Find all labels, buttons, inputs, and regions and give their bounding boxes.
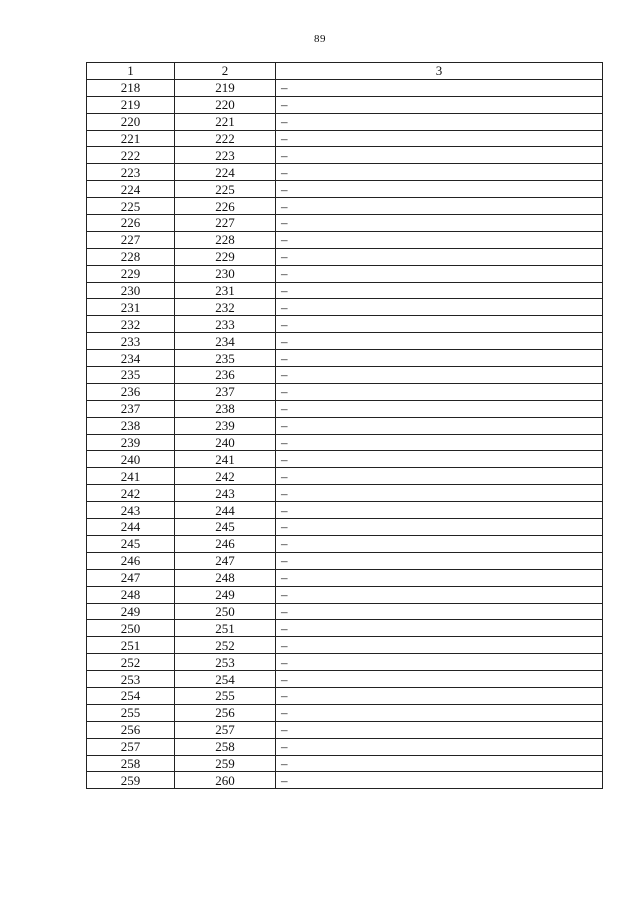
- table-cell-col-1: 221: [87, 130, 175, 147]
- table-cell-col-1: 223: [87, 164, 175, 181]
- table-cell-col-2: 256: [175, 704, 276, 721]
- table-cell-col-1: 225: [87, 198, 175, 215]
- table-cell-col-1: 259: [87, 772, 175, 789]
- data-table: [86, 62, 603, 789]
- table-cell-col-1: 244: [87, 519, 175, 536]
- table-cell-col-2: 239: [175, 417, 276, 434]
- table-cell-col-2: 243: [175, 485, 276, 502]
- table-cell-col-3: –: [276, 451, 603, 468]
- table-header-row: [87, 63, 603, 80]
- table-cell-col-2: 259: [175, 755, 276, 772]
- table-cell-col-3: –: [276, 637, 603, 654]
- table-row: [87, 350, 603, 367]
- table-row: [87, 198, 603, 215]
- table-cell-col-2: 219: [175, 79, 276, 96]
- table-cell-col-2: 226: [175, 198, 276, 215]
- table-row: [87, 721, 603, 738]
- table-row: [87, 485, 603, 502]
- table-cell-col-3: –: [276, 79, 603, 96]
- table-cell-col-2: 220: [175, 96, 276, 113]
- table-cell-col-1: 220: [87, 113, 175, 130]
- table-cell-col-2: 254: [175, 671, 276, 688]
- table-cell-col-1: 238: [87, 417, 175, 434]
- table-row: [87, 113, 603, 130]
- table-cell-col-1: 248: [87, 586, 175, 603]
- table-cell-col-3: –: [276, 704, 603, 721]
- table-row: [87, 654, 603, 671]
- table-cell-col-3: –: [276, 367, 603, 384]
- table-cell-col-3: –: [276, 738, 603, 755]
- table-cell-col-3: –: [276, 400, 603, 417]
- table-cell-col-1: 233: [87, 333, 175, 350]
- table-cell-col-1: 254: [87, 687, 175, 704]
- table-cell-col-1: 242: [87, 485, 175, 502]
- table-row: [87, 299, 603, 316]
- table-cell-col-2: 249: [175, 586, 276, 603]
- table-cell-col-1: 218: [87, 79, 175, 96]
- table-cell-col-3: –: [276, 248, 603, 265]
- table-row: [87, 333, 603, 350]
- table-cell-col-3: –: [276, 282, 603, 299]
- table-cell-col-2: 255: [175, 687, 276, 704]
- table-cell-col-1: 222: [87, 147, 175, 164]
- table-cell-col-3: –: [276, 113, 603, 130]
- table-cell-col-3: –: [276, 721, 603, 738]
- table-cell-col-3: –: [276, 350, 603, 367]
- table-cell-col-1: 246: [87, 552, 175, 569]
- table-cell-col-3: –: [276, 603, 603, 620]
- table-cell-col-2: 253: [175, 654, 276, 671]
- table-cell-col-3: –: [276, 552, 603, 569]
- table-row: [87, 316, 603, 333]
- table-cell-col-2: 247: [175, 552, 276, 569]
- table-cell-col-2: 241: [175, 451, 276, 468]
- table-row: [87, 417, 603, 434]
- table-cell-col-1: 227: [87, 231, 175, 248]
- table-cell-col-1: 256: [87, 721, 175, 738]
- table-cell-col-1: 245: [87, 535, 175, 552]
- table-cell-col-3: –: [276, 265, 603, 282]
- table-row: [87, 603, 603, 620]
- table-cell-col-3: –: [276, 316, 603, 333]
- table-cell-col-2: 246: [175, 535, 276, 552]
- table-cell-col-1: 236: [87, 383, 175, 400]
- table-cell-col-3: –: [276, 519, 603, 536]
- table-cell-col-1: 241: [87, 468, 175, 485]
- table-row: [87, 181, 603, 198]
- table-cell-col-2: 238: [175, 400, 276, 417]
- table-cell-col-1: 235: [87, 367, 175, 384]
- table-row: [87, 586, 603, 603]
- table-row: [87, 468, 603, 485]
- table-row: [87, 96, 603, 113]
- table-cell-col-3: –: [276, 231, 603, 248]
- table-row: [87, 569, 603, 586]
- table-row: [87, 620, 603, 637]
- table-cell-col-3: –: [276, 181, 603, 198]
- table-cell-col-3: –: [276, 586, 603, 603]
- table-cell-col-2: 224: [175, 164, 276, 181]
- table-cell-col-2: 248: [175, 569, 276, 586]
- table-cell-col-3: –: [276, 130, 603, 147]
- table-cell-col-2: 260: [175, 772, 276, 789]
- table-cell-col-3: –: [276, 468, 603, 485]
- table-row: [87, 400, 603, 417]
- table-row: [87, 79, 603, 96]
- table-cell-col-1: 226: [87, 215, 175, 232]
- table-row: [87, 738, 603, 755]
- table-cell-col-3: –: [276, 333, 603, 350]
- table-cell-col-2: 258: [175, 738, 276, 755]
- table-cell-col-1: 249: [87, 603, 175, 620]
- table-row: [87, 383, 603, 400]
- table-row: [87, 248, 603, 265]
- table-cell-col-1: 229: [87, 265, 175, 282]
- table-cell-col-2: 235: [175, 350, 276, 367]
- table-cell-col-2: 230: [175, 265, 276, 282]
- table-cell-col-1: 232: [87, 316, 175, 333]
- table-cell-col-3: –: [276, 569, 603, 586]
- table-row: [87, 637, 603, 654]
- table-header: [87, 63, 603, 80]
- page-number: 89: [314, 33, 326, 45]
- table-cell-col-1: 257: [87, 738, 175, 755]
- table-cell-col-2: 251: [175, 620, 276, 637]
- table-cell-col-3: –: [276, 755, 603, 772]
- table-cell-col-2: 236: [175, 367, 276, 384]
- table-row: [87, 552, 603, 569]
- column-header-2: 2: [175, 63, 276, 80]
- table-cell-col-3: –: [276, 502, 603, 519]
- table-row: [87, 519, 603, 536]
- table-cell-col-2: 229: [175, 248, 276, 265]
- column-header-1: 1: [87, 63, 175, 80]
- table-row: [87, 704, 603, 721]
- table-row: [87, 130, 603, 147]
- table-cell-col-2: 257: [175, 721, 276, 738]
- table-cell-col-2: 234: [175, 333, 276, 350]
- table-cell-col-2: 225: [175, 181, 276, 198]
- table-cell-col-3: –: [276, 299, 603, 316]
- table-row: [87, 451, 603, 468]
- table-row: [87, 215, 603, 232]
- table-cell-col-1: 240: [87, 451, 175, 468]
- table-row: [87, 367, 603, 384]
- table-cell-col-1: 255: [87, 704, 175, 721]
- table-cell-col-1: 250: [87, 620, 175, 637]
- table-cell-col-2: 232: [175, 299, 276, 316]
- table-cell-col-2: 227: [175, 215, 276, 232]
- table-cell-col-1: 231: [87, 299, 175, 316]
- table-row: [87, 265, 603, 282]
- table-cell-col-1: 252: [87, 654, 175, 671]
- table-cell-col-2: 245: [175, 519, 276, 536]
- table-row: [87, 772, 603, 789]
- table-cell-col-3: –: [276, 198, 603, 215]
- table-cell-col-2: 228: [175, 231, 276, 248]
- column-header-3: 3: [276, 63, 603, 80]
- table-cell-col-2: 231: [175, 282, 276, 299]
- table-cell-col-1: 243: [87, 502, 175, 519]
- table-row: [87, 687, 603, 704]
- table-cell-col-1: 219: [87, 96, 175, 113]
- table-cell-col-1: 239: [87, 434, 175, 451]
- table-cell-col-3: –: [276, 535, 603, 552]
- table-row: [87, 434, 603, 451]
- table-cell-col-2: 242: [175, 468, 276, 485]
- table-cell-col-1: 258: [87, 755, 175, 772]
- table-row: [87, 502, 603, 519]
- table-cell-col-3: –: [276, 671, 603, 688]
- table-cell-col-3: –: [276, 164, 603, 181]
- table-cell-col-3: –: [276, 620, 603, 637]
- table-row: [87, 164, 603, 181]
- table-cell-col-3: –: [276, 215, 603, 232]
- table-cell-col-3: –: [276, 434, 603, 451]
- table-cell-col-2: 240: [175, 434, 276, 451]
- table-cell-col-1: 251: [87, 637, 175, 654]
- table-cell-col-3: –: [276, 147, 603, 164]
- table-cell-col-1: 234: [87, 350, 175, 367]
- table-cell-col-1: 228: [87, 248, 175, 265]
- table-cell-col-3: –: [276, 687, 603, 704]
- table-cell-col-2: 221: [175, 113, 276, 130]
- table-cell-col-2: 252: [175, 637, 276, 654]
- table-cell-col-1: 247: [87, 569, 175, 586]
- table-cell-col-2: 222: [175, 130, 276, 147]
- table-cell-col-1: 224: [87, 181, 175, 198]
- table-row: [87, 231, 603, 248]
- table-row: [87, 755, 603, 772]
- table-cell-col-2: 233: [175, 316, 276, 333]
- table-cell-col-2: 250: [175, 603, 276, 620]
- table-cell-col-3: –: [276, 417, 603, 434]
- table-cell-col-3: –: [276, 383, 603, 400]
- table-cell-col-2: 223: [175, 147, 276, 164]
- table-body: [87, 79, 603, 788]
- table-cell-col-1: 253: [87, 671, 175, 688]
- table-cell-col-2: 244: [175, 502, 276, 519]
- table-cell-col-3: –: [276, 772, 603, 789]
- table-cell-col-3: –: [276, 654, 603, 671]
- table-cell-col-2: 237: [175, 383, 276, 400]
- table-cell-col-3: –: [276, 485, 603, 502]
- table-row: [87, 671, 603, 688]
- table-cell-col-1: 237: [87, 400, 175, 417]
- table-row: [87, 282, 603, 299]
- table-row: [87, 147, 603, 164]
- table-row: [87, 535, 603, 552]
- table-cell-col-1: 230: [87, 282, 175, 299]
- table-cell-col-3: –: [276, 96, 603, 113]
